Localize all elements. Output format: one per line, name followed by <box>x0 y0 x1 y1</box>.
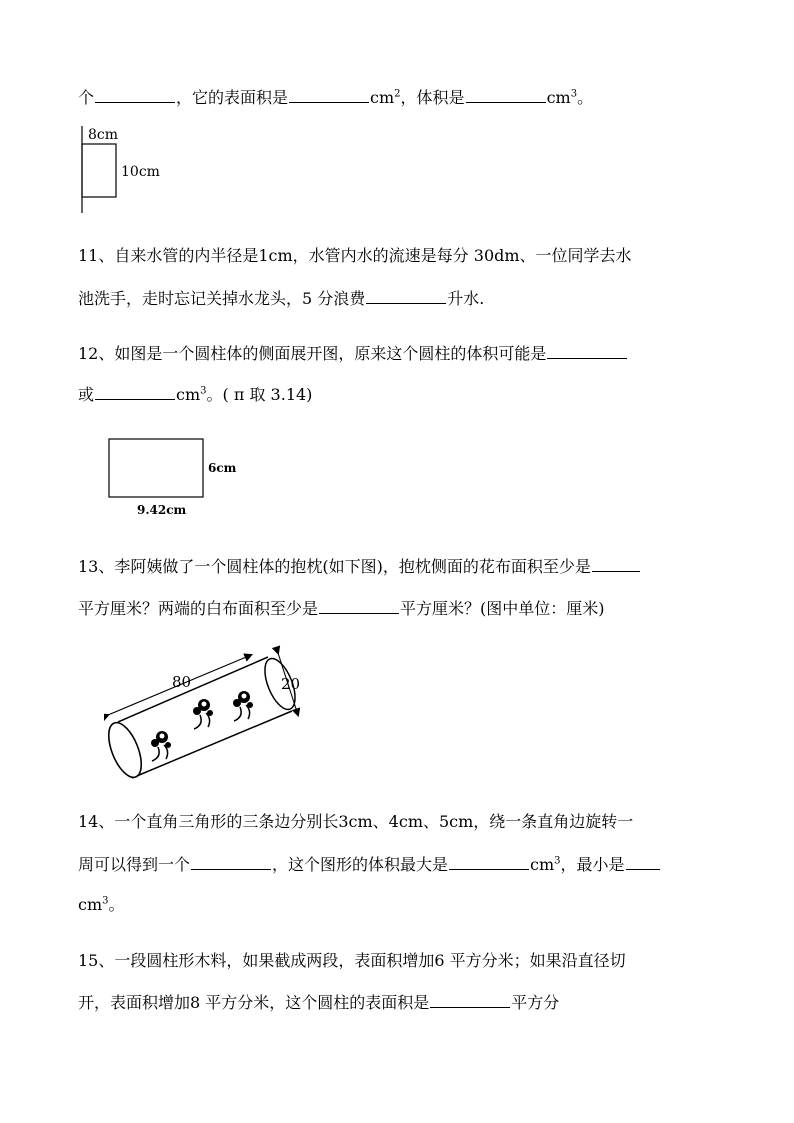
q11-text: 升水. <box>447 289 485 308</box>
q14-line2 <box>78 853 661 876</box>
q10-text: 。 <box>577 88 594 107</box>
unit-text: cm <box>176 385 201 404</box>
label-diameter: 20 <box>281 675 301 693</box>
label-bottom: 9.42cm <box>137 503 187 517</box>
q12-text: 或 <box>78 385 95 404</box>
superscript: 3 <box>570 88 578 100</box>
net-rectangle <box>109 439 203 497</box>
label-side: 6cm <box>208 461 237 475</box>
q13-text: 平方厘米？两端的白布面积至少是 <box>78 599 319 618</box>
q14-text: 。 <box>108 895 125 914</box>
superscript: 3 <box>200 385 207 397</box>
answer-blank[interactable] <box>191 853 271 870</box>
q12-text: 12、如图是一个圆柱体的侧面展开图，原来这个圆柱的体积可能是 <box>78 344 547 363</box>
cylinder-pillow-figure <box>104 645 324 785</box>
answer-blank[interactable] <box>95 383 175 400</box>
answer-blank[interactable] <box>626 853 660 870</box>
q13-line1 <box>78 555 641 578</box>
cylinder-top-edge <box>118 657 268 722</box>
q13-text: 平方厘米？(图中单位：厘米) <box>400 599 605 618</box>
q10-text: 个 <box>78 88 95 107</box>
q15-text: 开，表面积增加8 平方分米，这个圆柱的表面积是 <box>78 993 430 1012</box>
answer-blank[interactable] <box>319 597 399 614</box>
q15-text: 平方分 <box>511 993 560 1012</box>
rotation-rectangle-figure <box>70 122 180 217</box>
q14-text: ，这个图形的体积最大是 <box>272 855 449 874</box>
q14-line3 <box>78 894 125 916</box>
unit-text: cm <box>530 855 555 874</box>
label-side: 10cm <box>121 164 160 180</box>
q14-text: 周可以得到一个 <box>78 855 191 874</box>
answer-blank[interactable] <box>95 86 175 103</box>
label-length: 80 <box>172 673 192 691</box>
answer-blank[interactable] <box>366 287 446 304</box>
q13-text: 13、李阿姨做了一个圆柱体的抱枕(如下图)，抱枕侧面的花布面积至少是 <box>78 557 591 576</box>
q14-text: ，最小是 <box>560 855 625 874</box>
q13-line2 <box>78 597 605 620</box>
answer-blank[interactable] <box>466 86 546 103</box>
q12-line2 <box>78 383 312 406</box>
q10-answer-line <box>78 86 593 109</box>
rectangle <box>82 144 116 197</box>
answer-blank[interactable] <box>592 555 640 572</box>
q15-line1: 15、一段圆柱形木料，如果截成两段，表面积增加6 平方分米；如果沿直径切 <box>78 951 626 970</box>
q12-line1 <box>78 342 628 365</box>
superscript: 3 <box>102 895 109 907</box>
answer-blank[interactable] <box>430 991 510 1008</box>
answer-blank[interactable] <box>449 853 529 870</box>
cylinder-net-figure <box>100 432 250 522</box>
q11-text: 池洗手，走时忘记关掉水龙头，5 分浪费 <box>78 289 366 308</box>
q10-text: ，体积是 <box>400 88 465 107</box>
label-top: 8cm <box>88 127 119 143</box>
q11-line1: 11、自来水管的内半径是1cm，水管内水的流速是每分 30dm、一位同学去水 <box>78 246 632 265</box>
q10-text: ，它的表面积是 <box>176 88 289 107</box>
superscript: 3 <box>554 855 561 867</box>
q15-line2 <box>78 991 559 1014</box>
answer-blank[interactable] <box>547 342 627 359</box>
q14-line1: 14、一个直角三角形的三条边分别长3cm、4cm、5cm，绕一条直角边旋转一 <box>78 812 634 831</box>
superscript: 2 <box>394 88 401 100</box>
unit-text: cm <box>78 895 103 914</box>
unit-text: cm <box>546 88 571 107</box>
q11-line2 <box>78 287 484 310</box>
q12-text: 。( π 取 3.14) <box>206 385 313 404</box>
answer-blank[interactable] <box>289 86 369 103</box>
cylinder-left-end <box>104 718 148 782</box>
unit-text: cm <box>370 88 395 107</box>
